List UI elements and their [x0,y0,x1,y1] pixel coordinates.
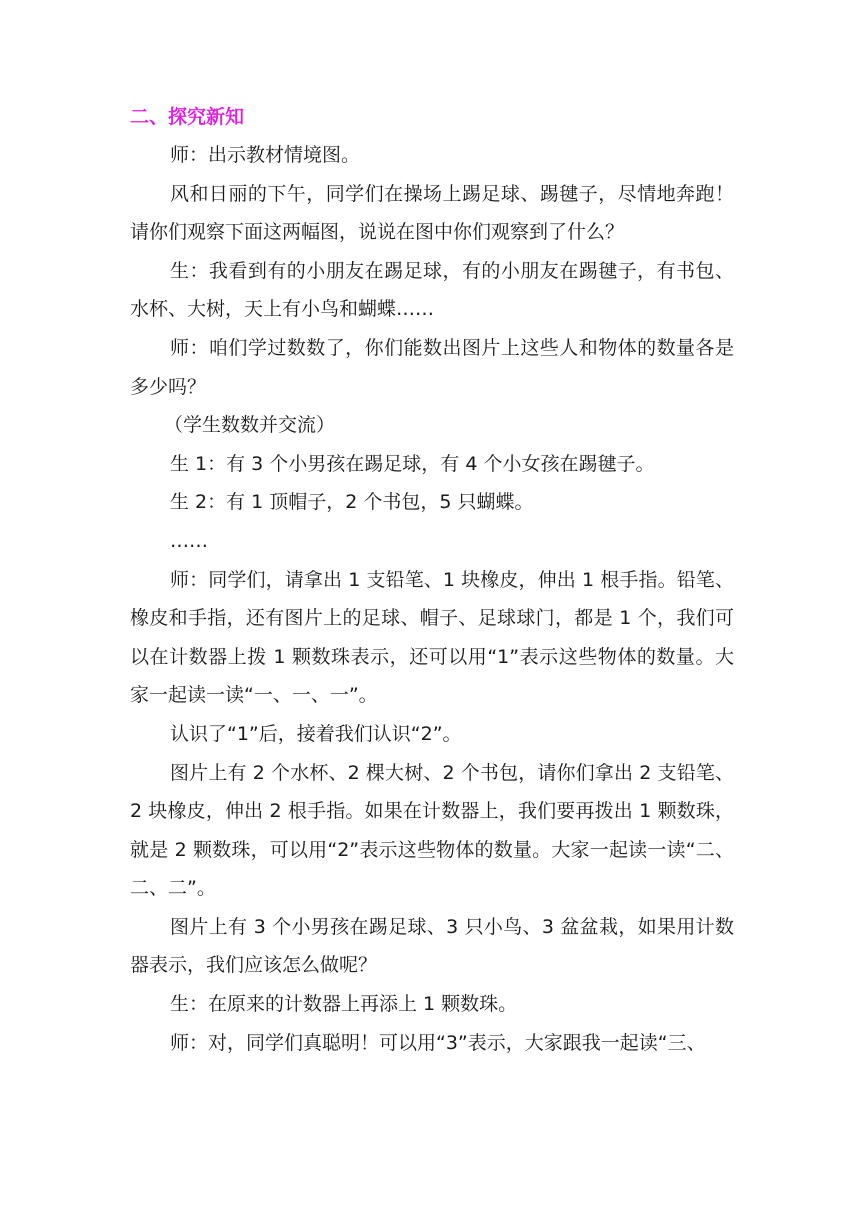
section-heading: 二、探究新知 [130,106,245,128]
paragraph: 师：对，同学们真聪明！可以用“3”表示，大家跟我一起读“三、 [170,1031,706,1054]
paragraph: 生 2：有 1 顶帽子，2 个书包，5 只蝴蝶。 [170,491,534,514]
paragraph: 风和日丽的下午，同学们在操场上踢足球、踢毽子，尽情地奔跑！请你们观察下面这两幅图，说说在图中你们观察到了什么？ [130,182,734,244]
document-page [130,98,734,1062]
paragraph: 认识了“1”后，接着我们认识“2”。 [170,722,462,745]
paragraph: 生 1：有 3 个小男孩在踢足球，有 4 个小女孩在踢毽子。 [170,452,655,475]
paragraph: 图片上有 2 个水杯、2 棵大树、2 个书包，请你们拿出 2 支铅笔、2 块橡皮，伸出 2 根手指。如果在计数器上，我们要再拨出 1 颗数珠，就是 2 颗数珠，可以用“2”表示这些物体的数量。大家一起读一读“二、二、二”。 [130,761,734,900]
paragraph: 图片上有 3 个小男孩在踢足球、3 只小鸟、3 盆盆栽，如果用计数器表示，我们应该怎么做呢？ [130,915,734,977]
paragraph: （学生数数并交流） [164,414,336,437]
ellipsis-line: …… [170,529,208,552]
paragraph: 师：同学们，请拿出 1 支铅笔、1 块橡皮，伸出 1 根手指。铅笔、橡皮和手指，还有图片上的足球、帽子、足球球门，都是 1 个，我们可以在计数器上拨 1 颗数珠表示，还可以用“1”表示这些物体的数量。大家一起读一读“一、一、一”。 [130,568,734,707]
paragraph: 师：出示教材情境图。 [170,144,361,166]
paragraph: 生：在原来的计数器上再添上 1 颗数珠。 [170,993,518,1016]
paragraph: 师：咱们学过数数了，你们能数出图片上这些人和物体的数量各是多少吗？ [130,336,734,398]
paragraph: 生：我看到有的小朋友在踢足球，有的小朋友在踢毽子，有书包、水杯、大树，天上有小鸟和蝴蝶…… [130,259,734,321]
